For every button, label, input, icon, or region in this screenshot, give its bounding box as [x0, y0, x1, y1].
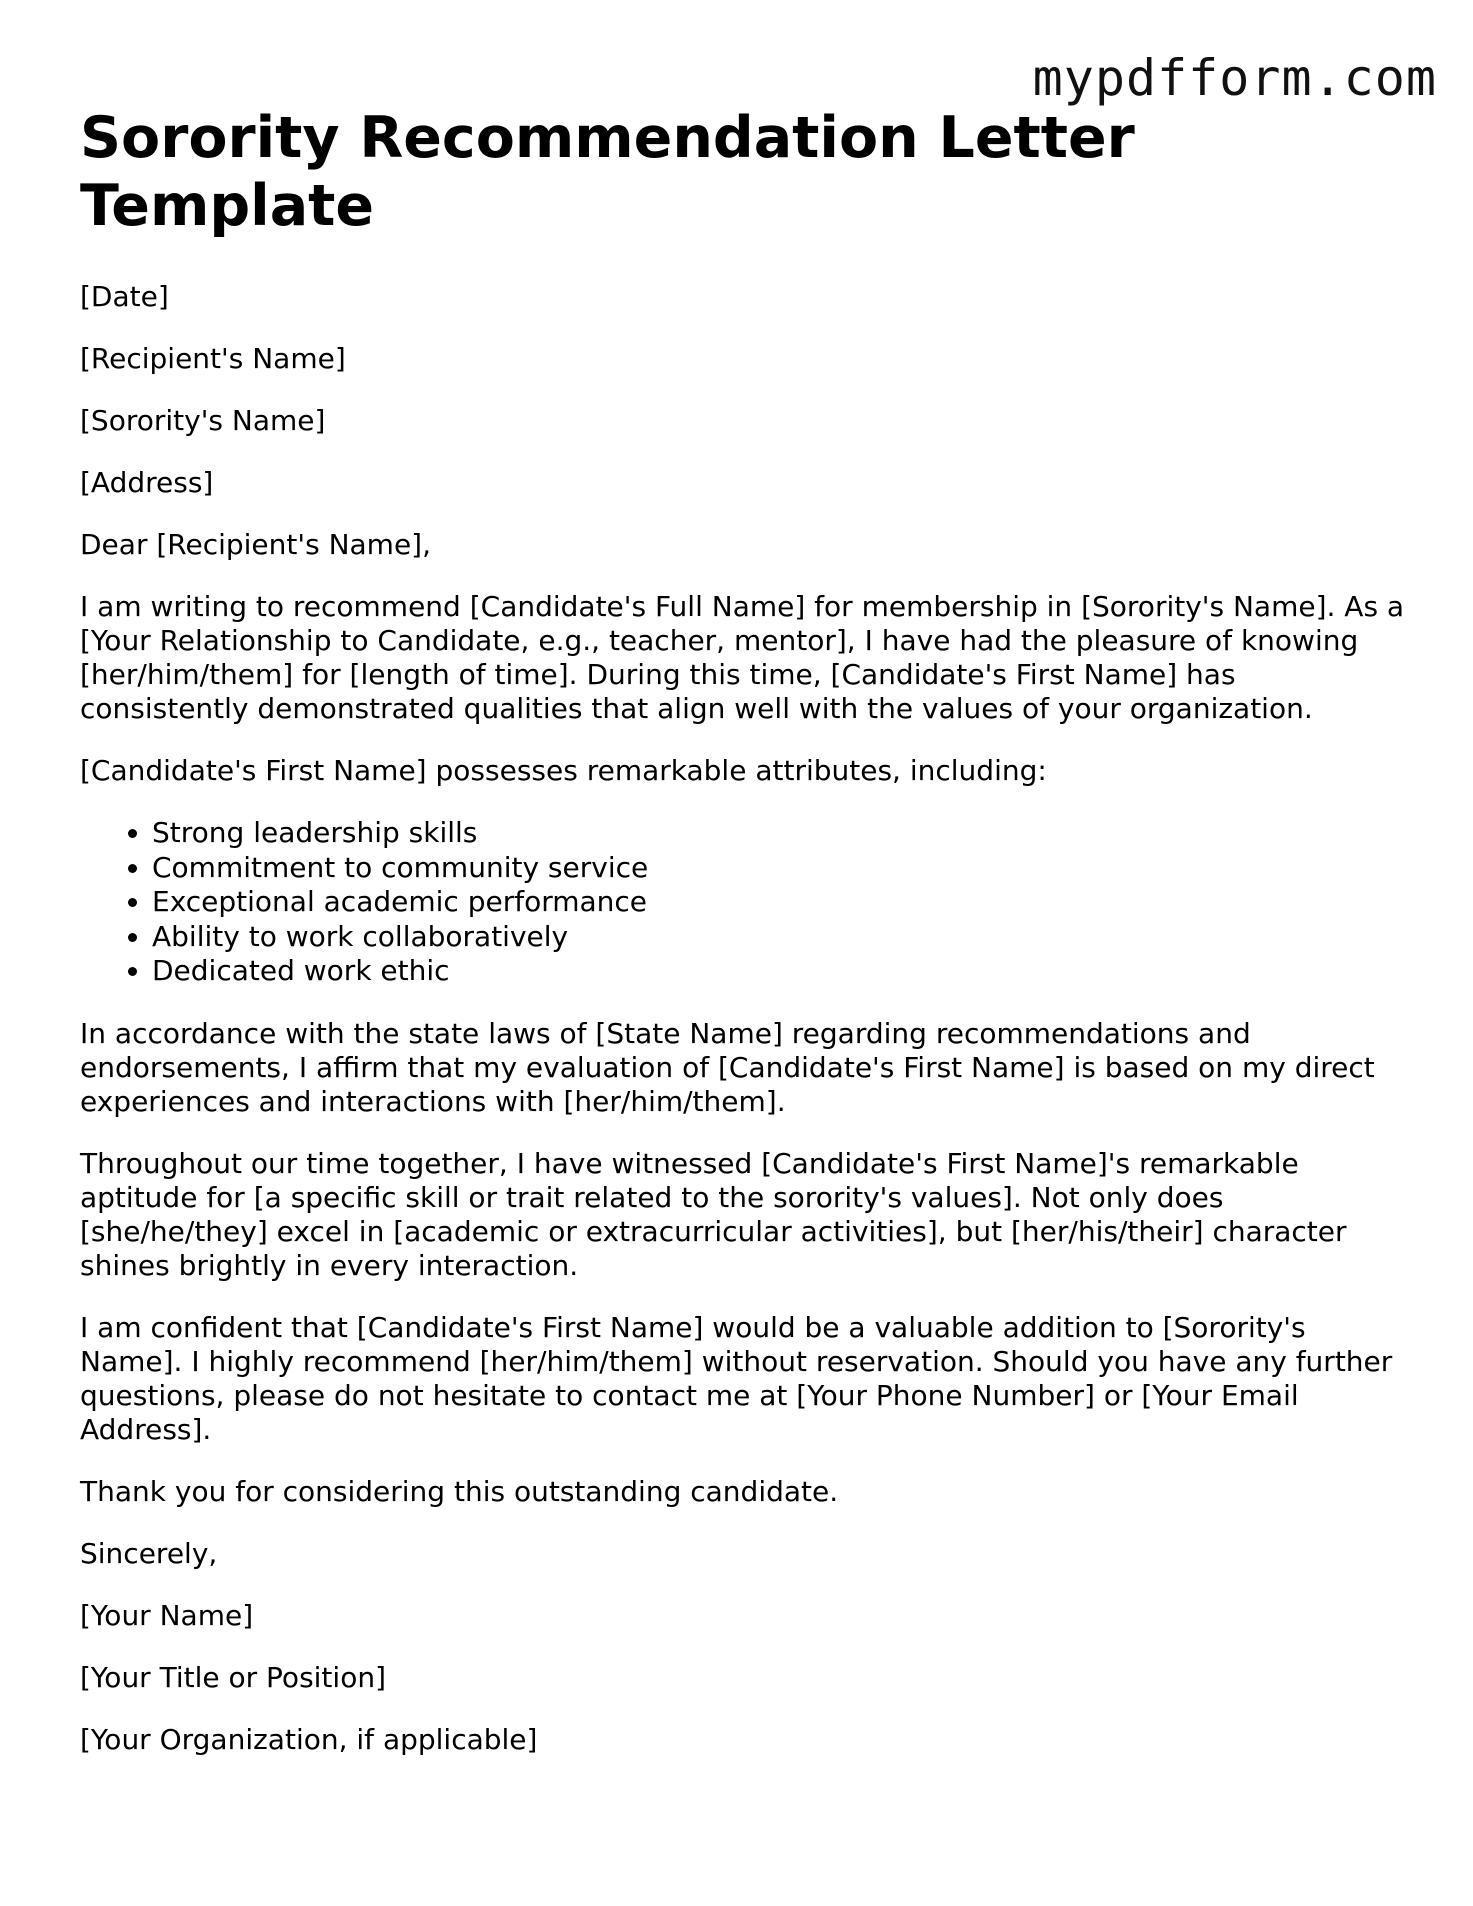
- list-item: • Commitment to community service: [152, 851, 1410, 886]
- state-laws-paragraph: In accordance with the state laws of [State Name] regarding recommendations and endorsements, I affirm that my evaluation of [Candidate's First Name] is based on my direct experiences and interactions with [her/him/them].: [80, 1016, 1375, 1118]
- attributes-intro: [Candidate's First Name] possesses remarkable attributes, including:: [80, 754, 1047, 787]
- salutation: Dear [Recipient's Name],: [80, 528, 431, 561]
- recipient-name-line: [Recipient's Name]: [80, 342, 346, 375]
- page-title: Sorority Recommendation Letter Template: [80, 105, 1135, 239]
- attributes-list: [80, 816, 1410, 989]
- closing-line: Sincerely,: [80, 1536, 218, 1570]
- thanks-line: Thank you for considering this outstanding candidate.: [80, 1474, 839, 1508]
- signature-organization: [Your Organization, if applicable]: [80, 1722, 538, 1756]
- signature-name: [Your Name]: [80, 1598, 254, 1632]
- confidence-paragraph: I am confident that [Candidate's First Name] would be a valuable addition to [Sorority's Name]. I highly recommend [her/him/them] without reservation. Should you have any further questions, please do not hesitate to contact me at [Your Phone Number] or [Your Email Address].: [80, 1310, 1393, 1446]
- site-watermark: mypdfform.com: [1032, 49, 1437, 107]
- list-item: • Dedicated work ethic: [152, 954, 1410, 989]
- list-item: • Ability to work collaboratively: [152, 920, 1410, 955]
- witness-paragraph: Throughout our time together, I have witnessed [Candidate's First Name]'s remarkable aptitude for [a specific skill or trait related to the sorority's values]. Not only does [she/he/they] excel in [academic or extracurricular activities], but [her/his/their] character shines brightly in every interaction.: [80, 1146, 1347, 1282]
- intro-paragraph: I am writing to recommend [Candidate's Full Name] for membership in [Sorority's Name]. As a [Your Relationship to Candidate, e.g., teacher, mentor], I have had the pleasure of knowing [her/him/them] for [length of time]. During this time, [Candidate's First Name] has consistently demonstrated qualities that align well with the values of your organization.: [80, 590, 1405, 725]
- date-line: [Date]: [80, 280, 169, 313]
- address-line: [Address]: [80, 466, 214, 499]
- list-item: • Strong leadership skills: [152, 816, 1410, 851]
- signature-title: [Your Title or Position]: [80, 1660, 386, 1694]
- list-item: • Exceptional academic performance: [152, 885, 1410, 920]
- sorority-name-line: [Sorority's Name]: [80, 404, 326, 437]
- letter-document: [80, 104, 1410, 1785]
